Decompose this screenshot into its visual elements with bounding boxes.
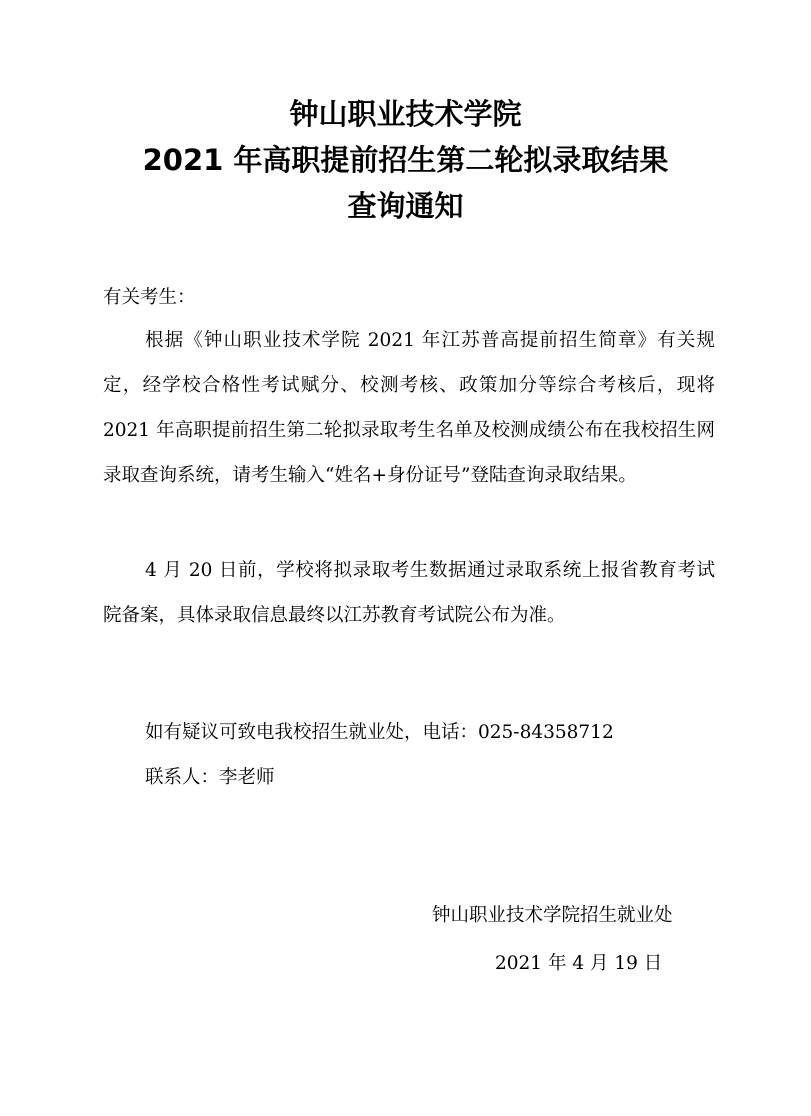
- paragraph-admission-results: 根据《钟山职业技术学院 2021 年江苏普高提前招生简章》有关规定，经学校合格性考试赋分、校测考核、政策加分等综合考核后，现将 2021 年高职提前招生第二轮拟录取考生名单及校测成绩公布在我校招生网录取查询系统，请考生输入“姓名+身份证号”登陆查询录取结果。: [103, 330, 715, 486]
- title-school-name: 钟山职业技术学院: [289, 97, 522, 131]
- signature-date: 2021 年 4 月 19 日: [495, 953, 663, 974]
- contact-phone-line: 如有疑议可致电我校招生就业处，电话：025-84358712: [145, 722, 614, 743]
- title-notice-subject: 2021 年高职提前招生第二轮拟录取结果: [142, 143, 669, 177]
- title-notice-type: 查询通知: [347, 189, 464, 223]
- contact-person-line: 联系人：李老师: [145, 767, 275, 788]
- salutation: 有关考生：: [103, 287, 196, 308]
- paragraph-filing-notice: 4 月 20 日前，学校将拟录取考生数据通过录取系统上报省教育考试院备案，具体录取信息最终以江苏教育考试院公布为准。: [103, 560, 715, 626]
- signature-office: 钟山职业技术学院招生就业处: [432, 905, 673, 926]
